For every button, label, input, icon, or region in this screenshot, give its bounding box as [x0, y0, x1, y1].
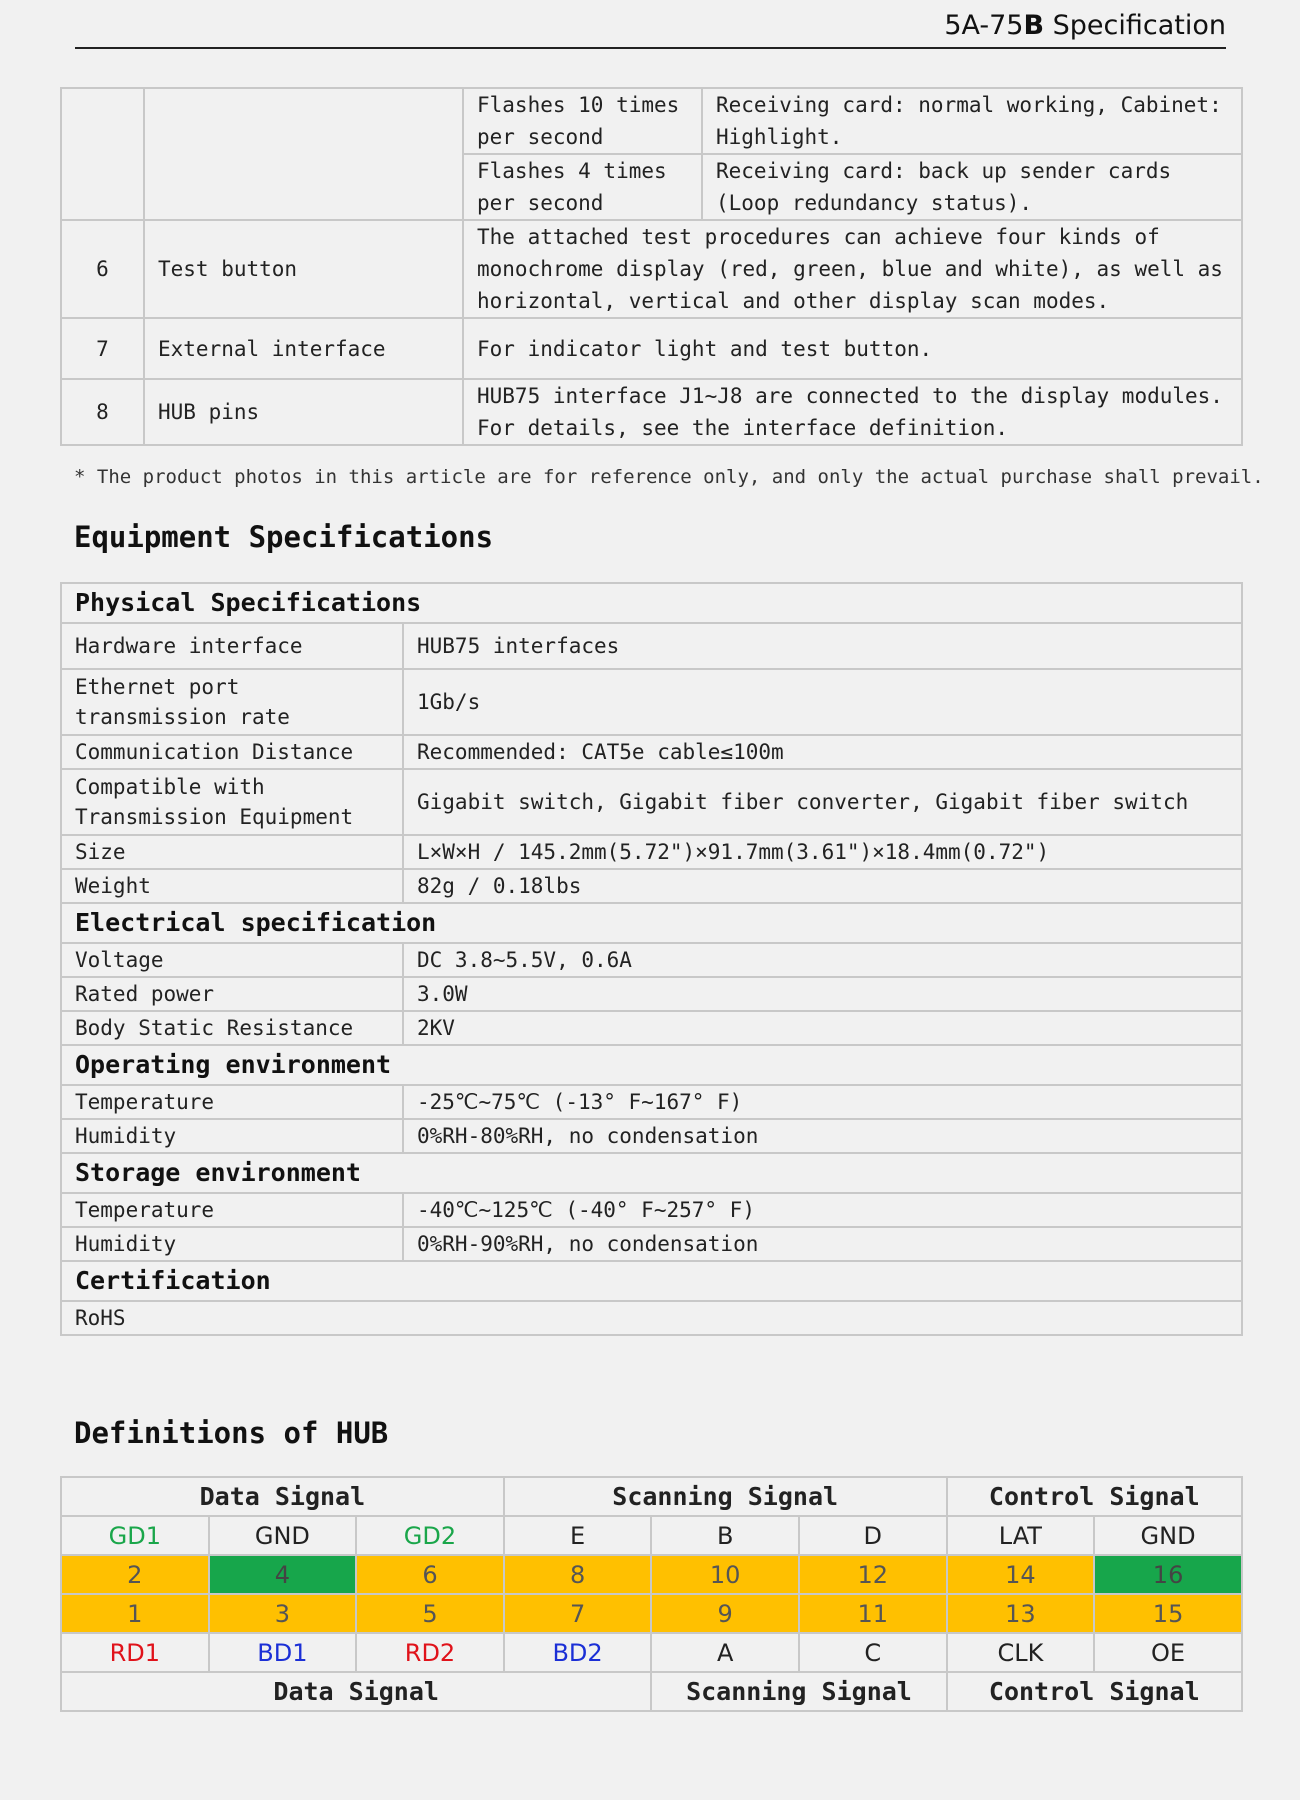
spec-key: Weight — [61, 869, 403, 903]
spec-value: 2KV — [403, 1011, 1242, 1045]
section-title: Storage environment — [61, 1153, 1242, 1193]
pin-label: GND — [209, 1516, 357, 1555]
spec-value: 82g / 0.18lbs — [403, 869, 1242, 903]
pin-number: 9 — [651, 1594, 799, 1633]
group-header-control-signal: Control Signal — [947, 1477, 1242, 1516]
spec-value: RoHS — [61, 1301, 1242, 1335]
pin-label: D — [799, 1516, 947, 1555]
component-table — [60, 87, 1243, 446]
section-row — [61, 1261, 1242, 1301]
group-header-data-signal: Data Signal — [61, 1477, 504, 1516]
table-row — [61, 1555, 1242, 1594]
indicator-desc-cell: Receiving card: back up sender cards (Loop redundancy status). — [702, 154, 1242, 220]
pin-label: OE — [1094, 1633, 1242, 1672]
spec-key: Communication Distance — [61, 735, 403, 769]
page-header — [75, 0, 1226, 49]
table-row — [61, 1516, 1242, 1555]
spec-key: Rated power — [61, 977, 403, 1011]
pin-label: CLK — [947, 1633, 1095, 1672]
spec-value: Gigabit switch, Gigabit fiber converter, Gigabit fiber switch — [403, 769, 1242, 835]
group-header-scanning-signal: Scanning Signal — [504, 1477, 947, 1516]
spec-row — [61, 977, 1242, 1011]
pin-number: 1 — [61, 1594, 209, 1633]
specification-table — [60, 582, 1243, 1336]
pin-number: 13 — [947, 1594, 1095, 1633]
pin-label: BD1 — [209, 1633, 357, 1672]
pin-label: RD1 — [61, 1633, 209, 1672]
pin-label: A — [651, 1633, 799, 1672]
pin-number: 16 — [1094, 1555, 1242, 1594]
pin-number: 4 — [209, 1555, 357, 1594]
pin-label: BD2 — [504, 1633, 652, 1672]
spec-row — [61, 669, 1242, 735]
equipment-specifications-heading: Equipment Specifications — [74, 520, 494, 554]
pin-label: GD2 — [356, 1516, 504, 1555]
section-row — [61, 1153, 1242, 1193]
table-row — [61, 1477, 1242, 1516]
pin-label: GND — [1094, 1516, 1242, 1555]
spec-key: Ethernet port transmission rate — [61, 669, 403, 735]
row-name: External interface — [144, 318, 463, 379]
row-desc: HUB75 interface J1~J8 are connected to the display modules. For details, see the interface definition. — [463, 379, 1242, 445]
indicator-desc-cell: Receiving card: normal working, Cabinet: Highlight. — [702, 88, 1242, 154]
spec-value: 3.0W — [403, 977, 1242, 1011]
pin-number: 10 — [651, 1555, 799, 1594]
table-row — [61, 88, 1242, 154]
row-name: HUB pins — [144, 379, 463, 445]
table-row — [61, 1672, 1242, 1711]
section-title: Electrical specification — [61, 903, 1242, 943]
section-title: Physical Specifications — [61, 583, 1242, 623]
spec-key: Temperature — [61, 1085, 403, 1119]
row-number: 6 — [61, 220, 144, 318]
spec-key: Compatible with Transmission Equipment — [61, 769, 403, 835]
pin-label: B — [651, 1516, 799, 1555]
section-title: Certification — [61, 1261, 1242, 1301]
table-cell — [144, 88, 463, 220]
pin-number: 12 — [799, 1555, 947, 1594]
pin-number: 11 — [799, 1594, 947, 1633]
spec-key: Body Static Resistance — [61, 1011, 403, 1045]
spec-key: Size — [61, 835, 403, 869]
spec-value: 0%RH-90%RH, no condensation — [403, 1227, 1242, 1261]
pin-label: GD1 — [61, 1516, 209, 1555]
spec-value: Recommended: CAT5e cable≤100m — [403, 735, 1242, 769]
table-row — [61, 379, 1242, 445]
page-header-title: 5A-75B Specification — [944, 10, 1226, 41]
spec-key: Hardware interface — [61, 623, 403, 669]
group-footer-scanning-signal: Scanning Signal — [651, 1672, 946, 1711]
group-footer-control-signal: Control Signal — [947, 1672, 1242, 1711]
spec-value: DC 3.8~5.5V, 0.6A — [403, 943, 1242, 977]
spec-value: 1Gb/s — [403, 669, 1242, 735]
spec-row — [61, 835, 1242, 869]
section-row — [61, 583, 1242, 623]
section-title: Operating environment — [61, 1045, 1242, 1085]
spec-row — [61, 943, 1242, 977]
spec-row — [61, 1085, 1242, 1119]
pin-number: 8 — [504, 1555, 652, 1594]
row-desc: For indicator light and test button. — [463, 318, 1242, 379]
spec-value: 0%RH-80%RH, no condensation — [403, 1119, 1242, 1153]
row-number: 7 — [61, 318, 144, 379]
row-number: 8 — [61, 379, 144, 445]
hub-pin-table — [60, 1476, 1243, 1712]
spec-row — [61, 1227, 1242, 1261]
spec-row — [61, 869, 1242, 903]
pin-label: E — [504, 1516, 652, 1555]
section-row — [61, 903, 1242, 943]
spec-row — [61, 1193, 1242, 1227]
hub-definitions-heading: Definitions of HUB — [74, 1416, 389, 1450]
spec-value: -40℃~125℃ (-40° F~257° F) — [403, 1193, 1242, 1227]
pin-number: 2 — [61, 1555, 209, 1594]
spec-value: HUB75 interfaces — [403, 623, 1242, 669]
row-name: Test button — [144, 220, 463, 318]
pin-label: RD2 — [356, 1633, 504, 1672]
pin-number: 14 — [947, 1555, 1095, 1594]
spec-row — [61, 735, 1242, 769]
pin-number: 6 — [356, 1555, 504, 1594]
spec-row — [61, 769, 1242, 835]
spec-key: Temperature — [61, 1193, 403, 1227]
spec-value: L×W×H / 145.2mm(5.72")×91.7mm(3.61")×18.4mm(0.72") — [403, 835, 1242, 869]
spec-key: Humidity — [61, 1119, 403, 1153]
table-row — [61, 220, 1242, 318]
pin-number: 5 — [356, 1594, 504, 1633]
spec-row — [61, 1301, 1242, 1335]
table-row — [61, 318, 1242, 379]
spec-key: Humidity — [61, 1227, 403, 1261]
table-row — [61, 1633, 1242, 1672]
pin-number: 7 — [504, 1594, 652, 1633]
indicator-state-cell: Flashes 10 times per second — [463, 88, 702, 154]
spec-row — [61, 1011, 1242, 1045]
pin-number: 15 — [1094, 1594, 1242, 1633]
spec-row — [61, 623, 1242, 669]
disclaimer-note: * The product photos in this article are for reference only, and only the actual purchase shall prevail. — [74, 466, 1264, 488]
pin-label: C — [799, 1633, 947, 1672]
pin-label: LAT — [947, 1516, 1095, 1555]
spec-value: -25℃~75℃ (-13° F~167° F) — [403, 1085, 1242, 1119]
table-row — [61, 1594, 1242, 1633]
section-row — [61, 1045, 1242, 1085]
group-footer-data-signal: Data Signal — [61, 1672, 651, 1711]
pin-number: 3 — [209, 1594, 357, 1633]
table-cell — [61, 88, 144, 220]
spec-key: Voltage — [61, 943, 403, 977]
row-desc: The attached test procedures can achieve four kinds of monochrome display (red, green, blue and white), as well as horizontal, vertical and other display scan modes. — [463, 220, 1242, 318]
spec-row — [61, 1119, 1242, 1153]
indicator-state-cell: Flashes 4 times per second — [463, 154, 702, 220]
